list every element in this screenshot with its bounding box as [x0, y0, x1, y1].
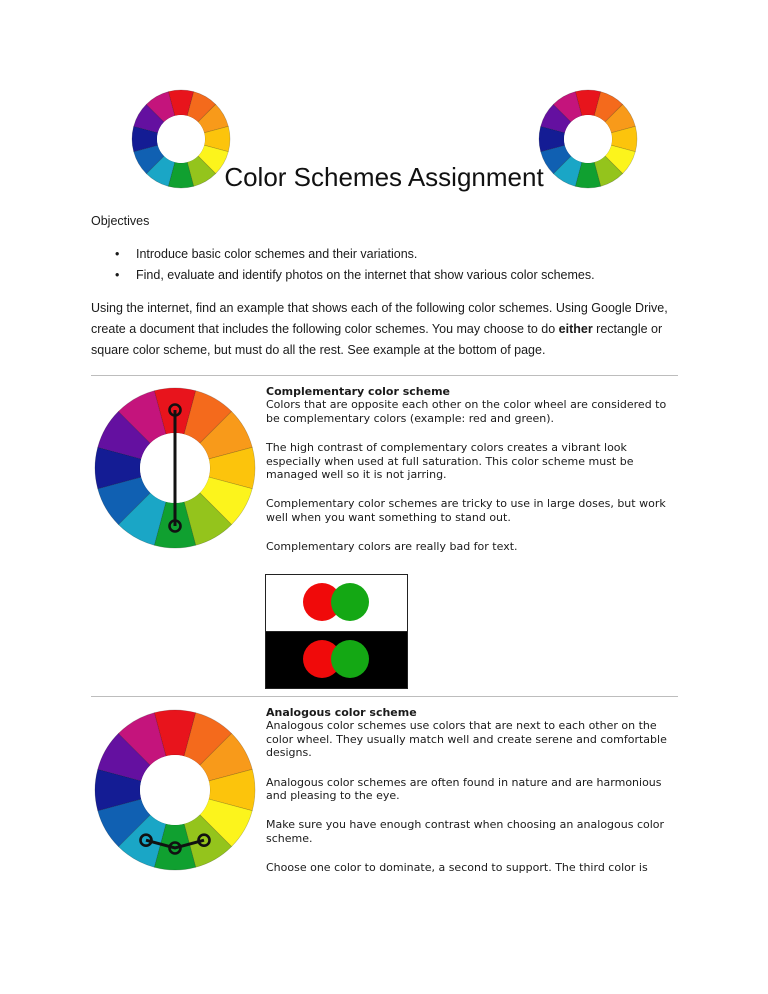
color-wheel-analogous-icon: [94, 709, 256, 871]
section-paragraph: Make sure you have enough contrast when choosing an analogous color scheme.: [266, 818, 665, 845]
section-heading: Complementary color scheme: [266, 385, 450, 398]
page-title: Color Schemes Assignment: [224, 162, 544, 192]
list-item: [115, 267, 595, 288]
demo-circles: [266, 632, 407, 688]
objective-text: Introduce basic color schemes and their variations.: [136, 247, 418, 261]
intro-paragraph: [91, 298, 691, 361]
section-paragraph: Colors that are opposite each other on the color wheel are considered to be complementary colors (example: red and green).: [266, 398, 667, 425]
color-wheel-complementary-icon: [94, 387, 256, 549]
demo-dark-panel: [266, 632, 407, 688]
wheel-center: [140, 755, 210, 825]
divider: [91, 696, 678, 697]
objectives-label: Objectives: [91, 214, 150, 228]
green-circle: [331, 583, 369, 621]
section-paragraph: Analogous color schemes are often found in nature and are harmonious and pleasing to the eye.: [266, 775, 662, 803]
demo-circles: [266, 575, 407, 631]
divider: [91, 375, 678, 376]
complementary-section: [266, 385, 680, 570]
intro-text: rectangle or square color scheme, but must do all the rest. See example at the bottom of page.: [91, 322, 663, 357]
complementary-demo: [265, 574, 408, 689]
demo-light-panel: [266, 575, 407, 632]
section-paragraph: Choose one color to dominate, a second to support. The third color is: [266, 861, 648, 875]
intro-text: Using the internet, find an example that shows each of the following color schemes. Using Google Drive, create a document that includes the following color schemes. You may choose to do: [91, 301, 668, 336]
objectives-list: [115, 246, 595, 288]
section-paragraph: Analogous color schemes use colors that are next to each other on the color wheel. They usually match well and create serene and comfortable designs.: [266, 719, 667, 760]
intro-emphasis: either: [558, 322, 593, 336]
list-item: [115, 246, 595, 267]
bullet-icon: •: [115, 268, 120, 282]
section-paragraph: The high contrast of complementary colors creates a vibrant look especially when used at full saturation. This color scheme must be managed well so it is not jarring.: [266, 441, 634, 482]
section-paragraph: Complementary color schemes are tricky to use in large doses, but work well when you want something to stand out.: [266, 497, 666, 524]
bullet-icon: •: [115, 247, 120, 261]
wheel-center: [564, 115, 612, 163]
wheel-center: [157, 115, 205, 163]
section-heading: Analogous color scheme: [266, 706, 417, 719]
section-paragraph: Complementary colors are really bad for text.: [266, 540, 518, 554]
analogous-section: [266, 706, 680, 891]
objective-text: Find, evaluate and identify photos on the internet that show various color schemes.: [136, 268, 595, 282]
green-circle: [331, 640, 369, 678]
